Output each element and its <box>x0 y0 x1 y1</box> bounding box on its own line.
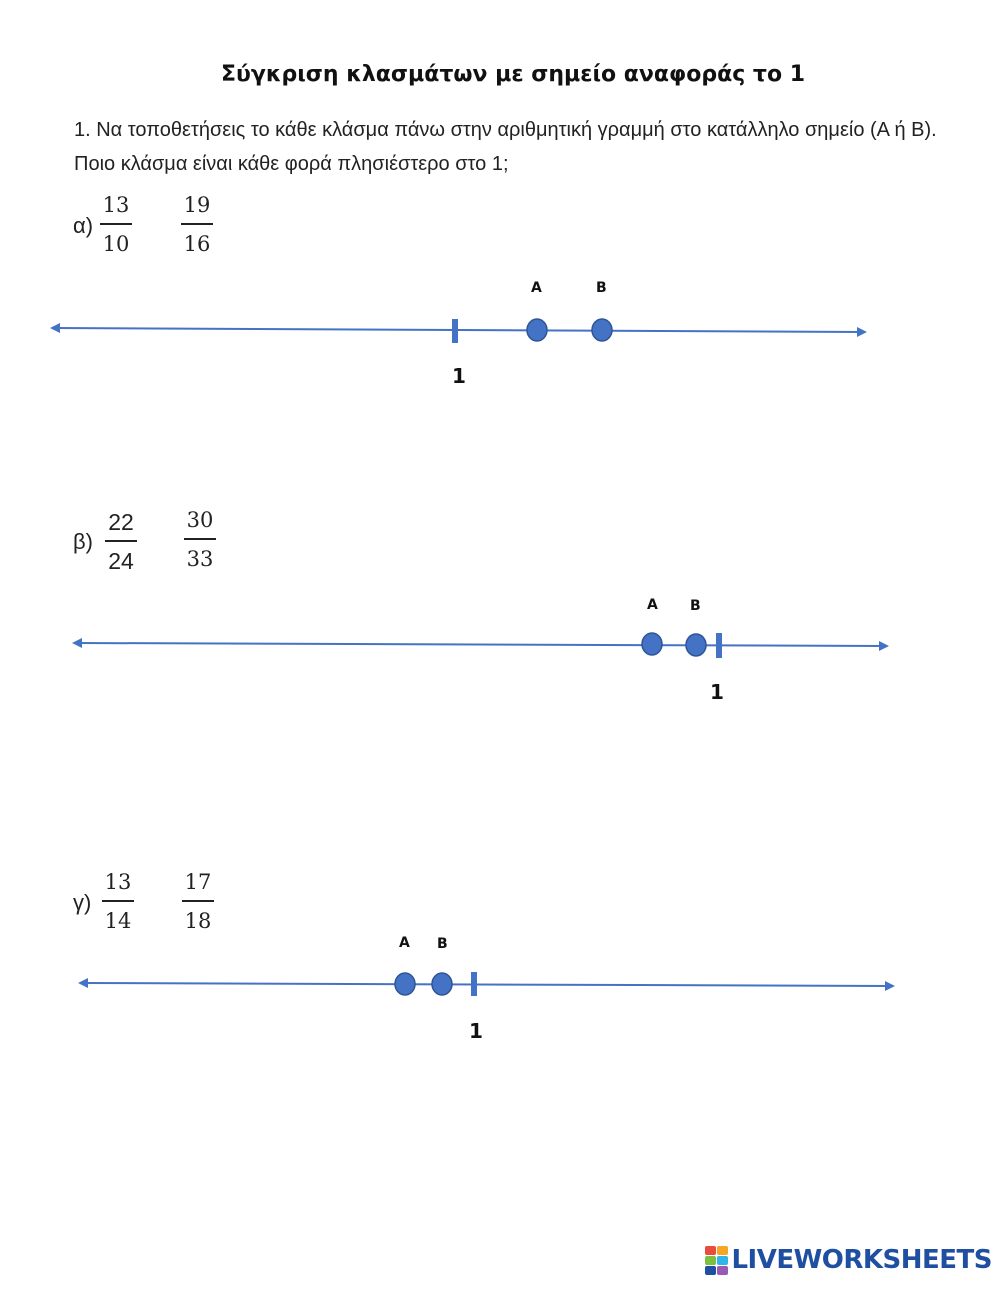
worksheet-title: Σύγκριση κλασμάτων με σημείο αναφοράς το 1 <box>220 62 806 87</box>
denominator: 24 <box>108 548 134 574</box>
numerator: 13 <box>102 193 130 217</box>
part-c-label: γ) <box>73 890 92 915</box>
right-arrow-head <box>885 981 895 991</box>
part-a-point-b-label: B <box>596 280 607 296</box>
part-a-tick-label: 1 <box>452 364 466 388</box>
part-c-tick-label: 1 <box>469 1019 483 1043</box>
part-c-point-a-label: A <box>399 935 410 951</box>
question-text: 1. Να τοποθετήσεις το κάθε κλάσμα πάνω στην αριθμητική γραμμή στο κατάλληλο σημείο (Α ή Β). Ποιο κλάσμα είναι κάθε φορά πλησιέστερο στο 1; <box>74 119 937 175</box>
part-b-point-b-label: B <box>690 598 701 614</box>
left-arrow-head <box>78 978 88 988</box>
brand-name: LIVEWORKSHEETS <box>731 1245 992 1275</box>
part-a-point-a-label: A <box>531 280 542 296</box>
numerator: 19 <box>183 193 211 217</box>
tick-one <box>471 972 477 996</box>
denominator: 16 <box>183 232 211 256</box>
part-c-point-b-label: B <box>437 936 448 952</box>
denominator: 10 <box>102 232 130 256</box>
numerator: 30 <box>186 508 214 532</box>
numerator: 22 <box>108 509 134 535</box>
liveworksheets-logo[interactable] <box>705 1245 992 1275</box>
point-a[interactable] <box>395 973 415 995</box>
number-line-axis <box>83 983 890 986</box>
part-b-label: β) <box>73 529 93 554</box>
part-b-point-a-label: A <box>647 597 658 613</box>
part-a-label: α) <box>73 213 94 238</box>
denominator: 14 <box>104 909 132 933</box>
numerator: 17 <box>184 870 212 894</box>
part-b-tick-label: 1 <box>710 680 724 704</box>
logo-mark-icon <box>705 1246 728 1275</box>
numerator: 13 <box>104 870 132 894</box>
denominator: 18 <box>184 909 212 933</box>
denominator: 33 <box>186 547 214 571</box>
point-b[interactable] <box>432 973 452 995</box>
